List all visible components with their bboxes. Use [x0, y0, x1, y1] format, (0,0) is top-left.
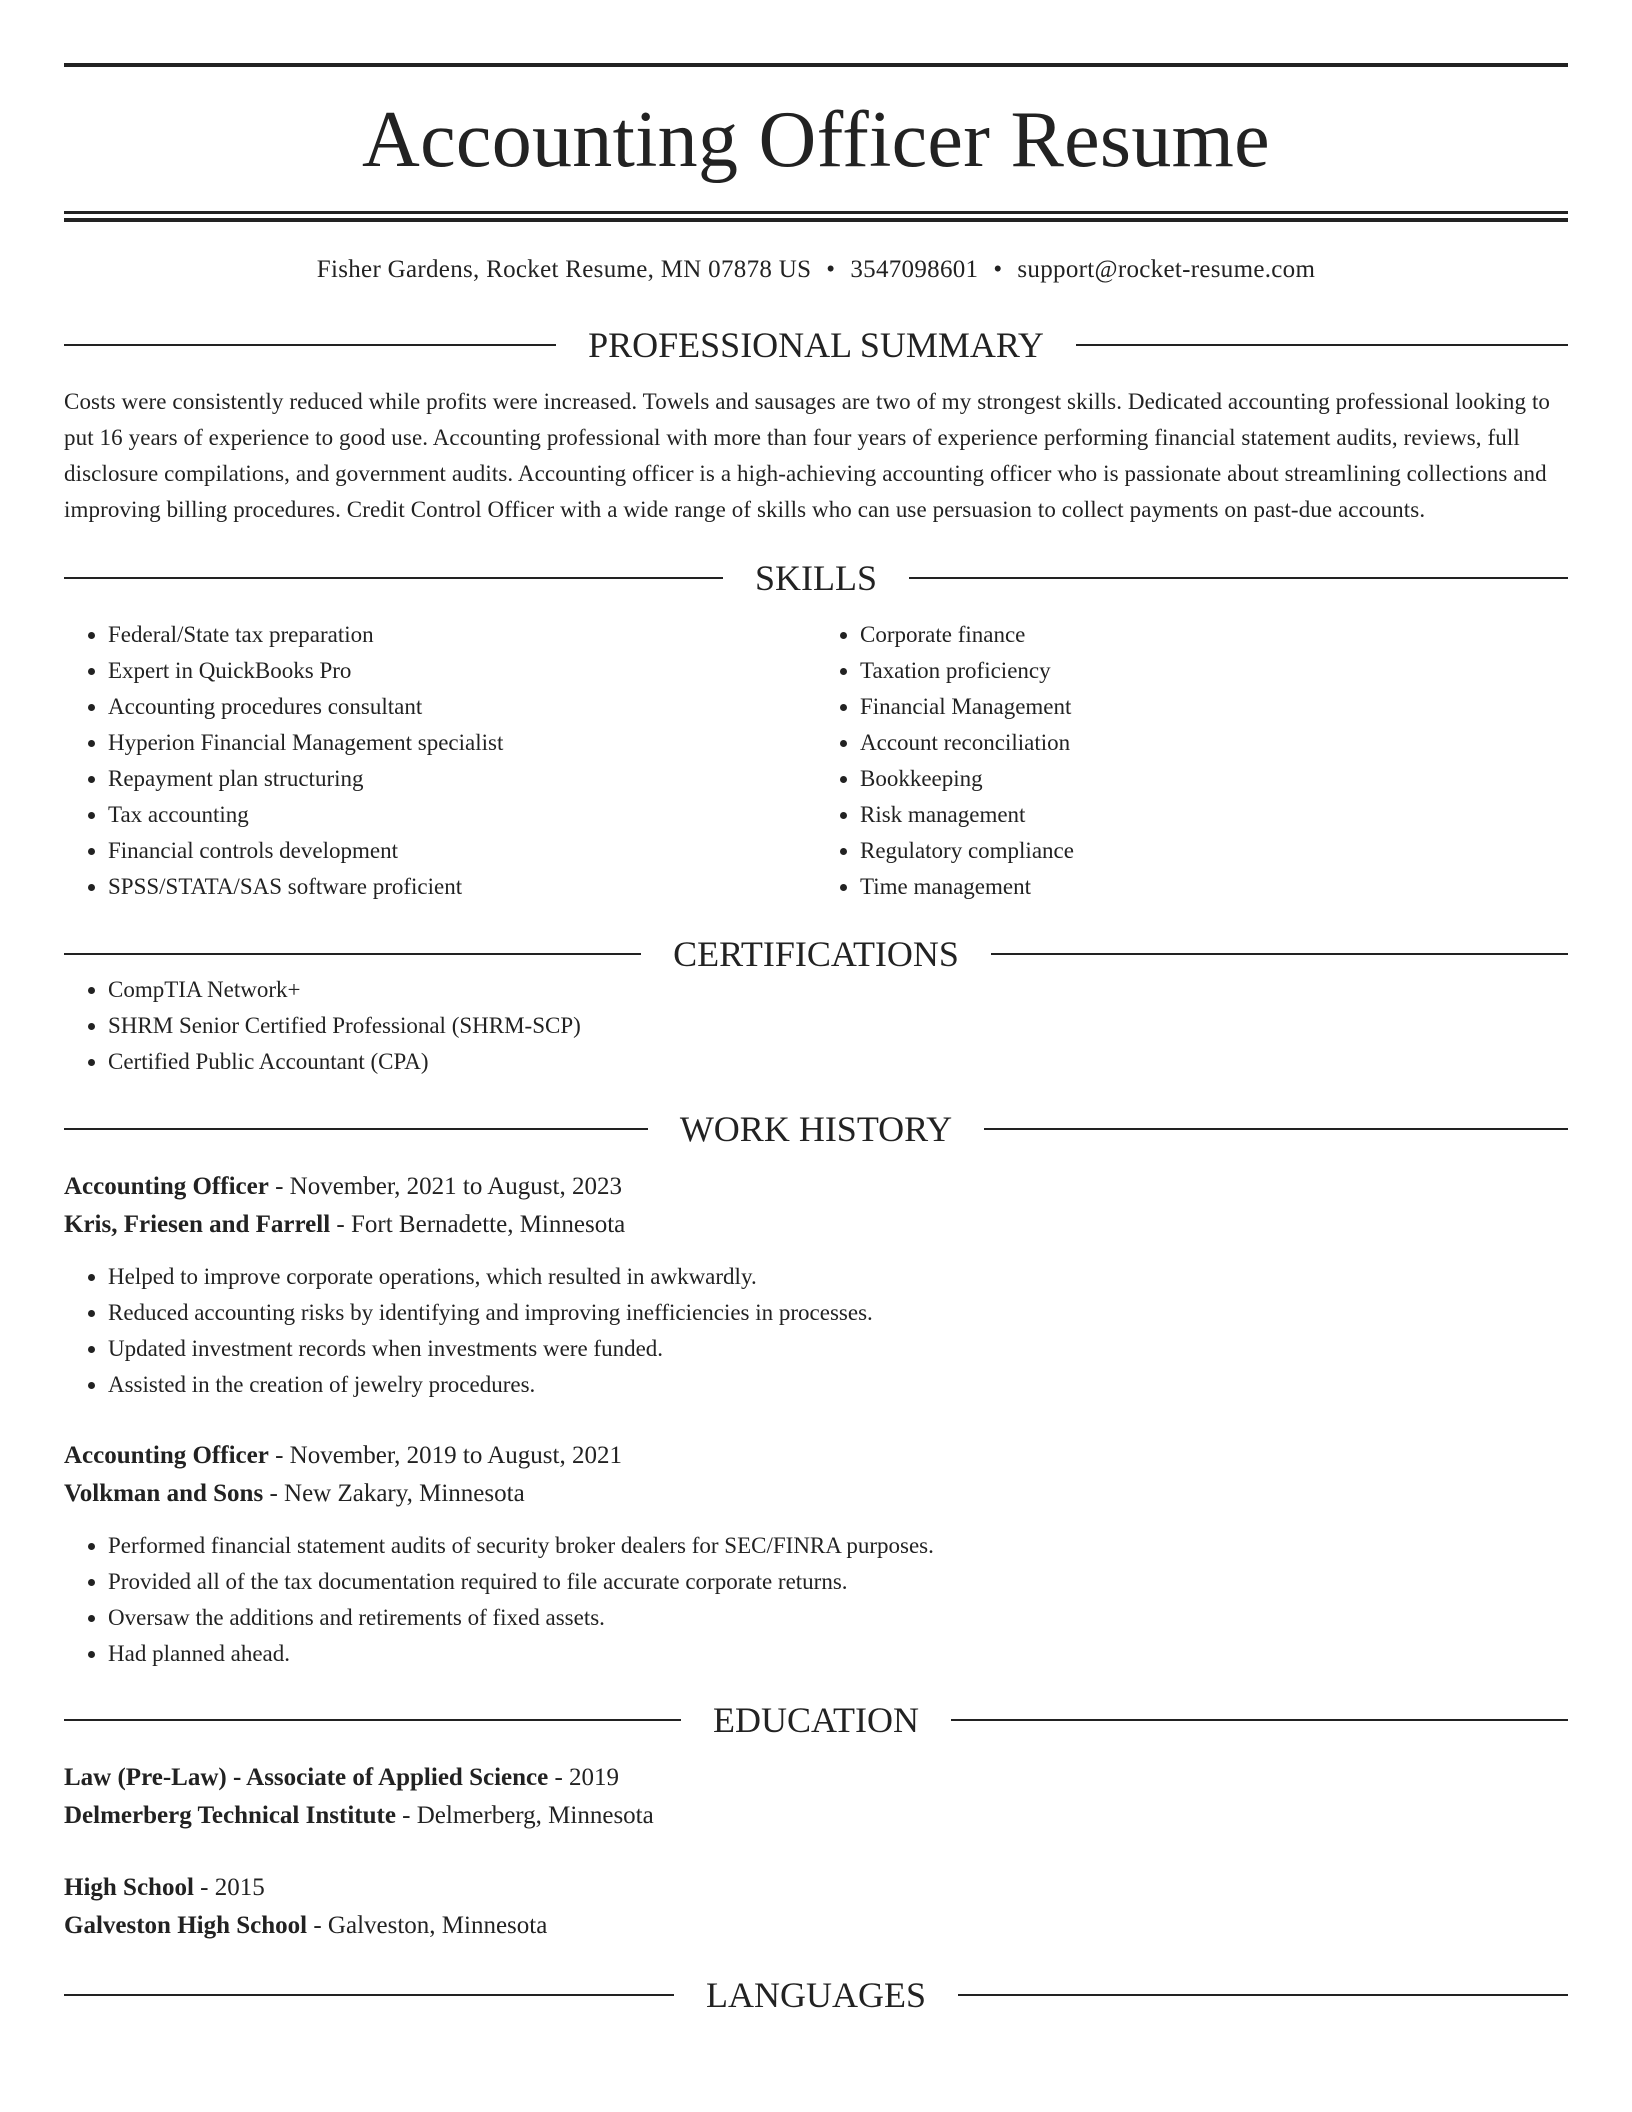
job-bullets: [64, 1259, 1568, 1403]
education-degree: Law (Pre-Law) - Associate of Applied Science: [64, 1764, 549, 1791]
skills-list: [64, 617, 1568, 905]
section-title: PROFESSIONAL SUMMARY: [588, 325, 1044, 365]
job-bullet: • Helped to improve corporate operations, which resulted in awkwardly.: [108, 1259, 1568, 1295]
skill-item: • Time management: [860, 869, 1568, 905]
job-bullet: • Updated investment records when investments were funded.: [108, 1331, 1568, 1367]
education-school: Delmerberg Technical Institute: [64, 1802, 396, 1829]
skills-column-right: [816, 617, 1568, 905]
skill-item: • Bookkeeping: [860, 761, 1568, 797]
section-rule: [958, 1994, 1568, 1996]
section-rule: [64, 1994, 674, 1996]
top-rule: [64, 63, 1568, 67]
skill-item: • Hyperion Financial Management specialist: [108, 725, 816, 761]
skill-item: • Risk management: [860, 797, 1568, 833]
section-header-certifications: [64, 936, 1568, 972]
section-rule: [991, 953, 1568, 955]
job-company: Kris, Friesen and Farrell: [64, 1211, 331, 1238]
skill-item: • Financial Management: [860, 689, 1568, 725]
page-title: Accounting Officer Resume: [362, 96, 1270, 184]
job-entry: [64, 1437, 1568, 1672]
job-entry: [64, 1168, 1568, 1403]
section-title: CERTIFICATIONS: [673, 934, 959, 974]
education-year: - 2015: [193, 1874, 265, 1901]
job-bullet: • Oversaw the additions and retirements of fixed assets.: [108, 1600, 1568, 1636]
section-header-languages: [64, 1977, 1568, 2013]
double-rule: [64, 211, 1568, 222]
job-bullets: [64, 1528, 1568, 1672]
job-title: Accounting Officer: [64, 1173, 269, 1200]
education-location: - Galveston, Minnesota: [307, 1912, 548, 1939]
section-header-education: [64, 1702, 1568, 1738]
job-company-line: [64, 1206, 1568, 1244]
section-title: SKILLS: [755, 558, 878, 598]
section-rule: [951, 1719, 1568, 1721]
section-rule: [1076, 344, 1568, 346]
certification-item: • Certified Public Accountant (CPA): [108, 1044, 1568, 1080]
job-location: - Fort Bernadette, Minnesota: [330, 1211, 626, 1238]
contact-address: Fisher Gardens, Rocket Resume, MN 07878 US: [316, 256, 812, 283]
education-degree: High School: [64, 1874, 194, 1901]
job-title-line: [64, 1168, 1568, 1206]
job-title-line: [64, 1437, 1568, 1475]
resume-page: [64, 0, 1568, 2013]
job-dates: - November, 2021 to August, 2023: [268, 1173, 622, 1200]
skill-item: • Account reconciliation: [860, 725, 1568, 761]
section-rule: [64, 1719, 681, 1721]
job-location: - New Zakary, Minnesota: [263, 1480, 525, 1507]
skill-item: • Expert in QuickBooks Pro: [108, 653, 816, 689]
section-header-skills: [64, 560, 1568, 596]
summary-paragraph: Costs were consistently reduced while profits were increased. Towels and sausages are two of my strongest skills. Dedicated accounting professional looking to put 16 years of experience to good use. Accounting professional with more than four years of experience performing financial statement audits, reviews, full disclosure compilations, and government audits. Accounting officer is a high-achieving accounting officer who is passionate about streamlining collections and improving billing procedures. Credit Control Officer with a wide range of skills who can use persuasion to collect payments on past-due accounts.: [64, 389, 1551, 522]
job-company: Volkman and Sons: [64, 1480, 264, 1507]
skill-item: • Taxation proficiency: [860, 653, 1568, 689]
certification-item: • SHRM Senior Certified Professional (SHRM-SCP): [108, 1008, 1568, 1044]
skill-item: • Repayment plan structuring: [108, 761, 816, 797]
skill-item: • Corporate finance: [860, 617, 1568, 653]
section-rule: [64, 1128, 648, 1130]
education-degree-line: [64, 1759, 1568, 1797]
section-header-summary: [64, 327, 1568, 363]
certifications-list: [64, 972, 1568, 1080]
education-degree-line: [64, 1869, 1568, 1907]
education-entry: [64, 1759, 1568, 1835]
section-rule: [984, 1128, 1568, 1130]
skill-item: • Accounting procedures consultant: [108, 689, 816, 725]
job-bullet: • Performed financial statement audits of security broker dealers for SEC/FINRA purposes.: [108, 1528, 1568, 1564]
job-bullet: • Reduced accounting risks by identifying and improving inefficiencies in processes.: [108, 1295, 1568, 1331]
job-dates: - November, 2019 to August, 2021: [268, 1442, 622, 1469]
section-rule: [64, 953, 641, 955]
education-school: Galveston High School: [64, 1912, 308, 1939]
job-bullet: • Had planned ahead.: [108, 1636, 1568, 1672]
certification-item: • CompTIA Network+: [108, 972, 1568, 1008]
skill-item: • Federal/State tax preparation: [108, 617, 816, 653]
section-title: WORK HISTORY: [679, 1109, 953, 1149]
education-year: - 2019: [548, 1764, 620, 1791]
section-title: LANGUAGES: [706, 1975, 926, 2015]
skill-item: • SPSS/STATA/SAS software proficient: [108, 869, 816, 905]
skill-item: • Financial controls development: [108, 833, 816, 869]
job-bullet: • Assisted in the creation of jewelry procedures.: [108, 1367, 1568, 1403]
education-school-line: [64, 1907, 1568, 1945]
skills-column-left: [64, 617, 816, 905]
section-rule: [64, 577, 723, 579]
contact-phone: 3547098601: [850, 256, 979, 283]
education-entry: [64, 1869, 1568, 1945]
skill-item: • Tax accounting: [108, 797, 816, 833]
contact-email[interactable]: support@rocket-resume.com: [1017, 256, 1316, 283]
skill-item: • Regulatory compliance: [860, 833, 1568, 869]
education-location: - Delmerberg, Minnesota: [395, 1802, 654, 1829]
contact-line: [64, 257, 1568, 282]
section-header-work-history: [64, 1111, 1568, 1147]
job-title: Accounting Officer: [64, 1442, 269, 1469]
education-school-line: [64, 1797, 1568, 1835]
section-title: EDUCATION: [713, 1700, 919, 1740]
job-bullet: • Provided all of the tax documentation required to file accurate corporate returns.: [108, 1564, 1568, 1600]
job-company-line: [64, 1475, 1568, 1513]
contact-separator: •: [826, 256, 836, 283]
section-rule: [64, 344, 556, 346]
contact-separator: •: [993, 256, 1003, 283]
section-rule: [909, 577, 1568, 579]
